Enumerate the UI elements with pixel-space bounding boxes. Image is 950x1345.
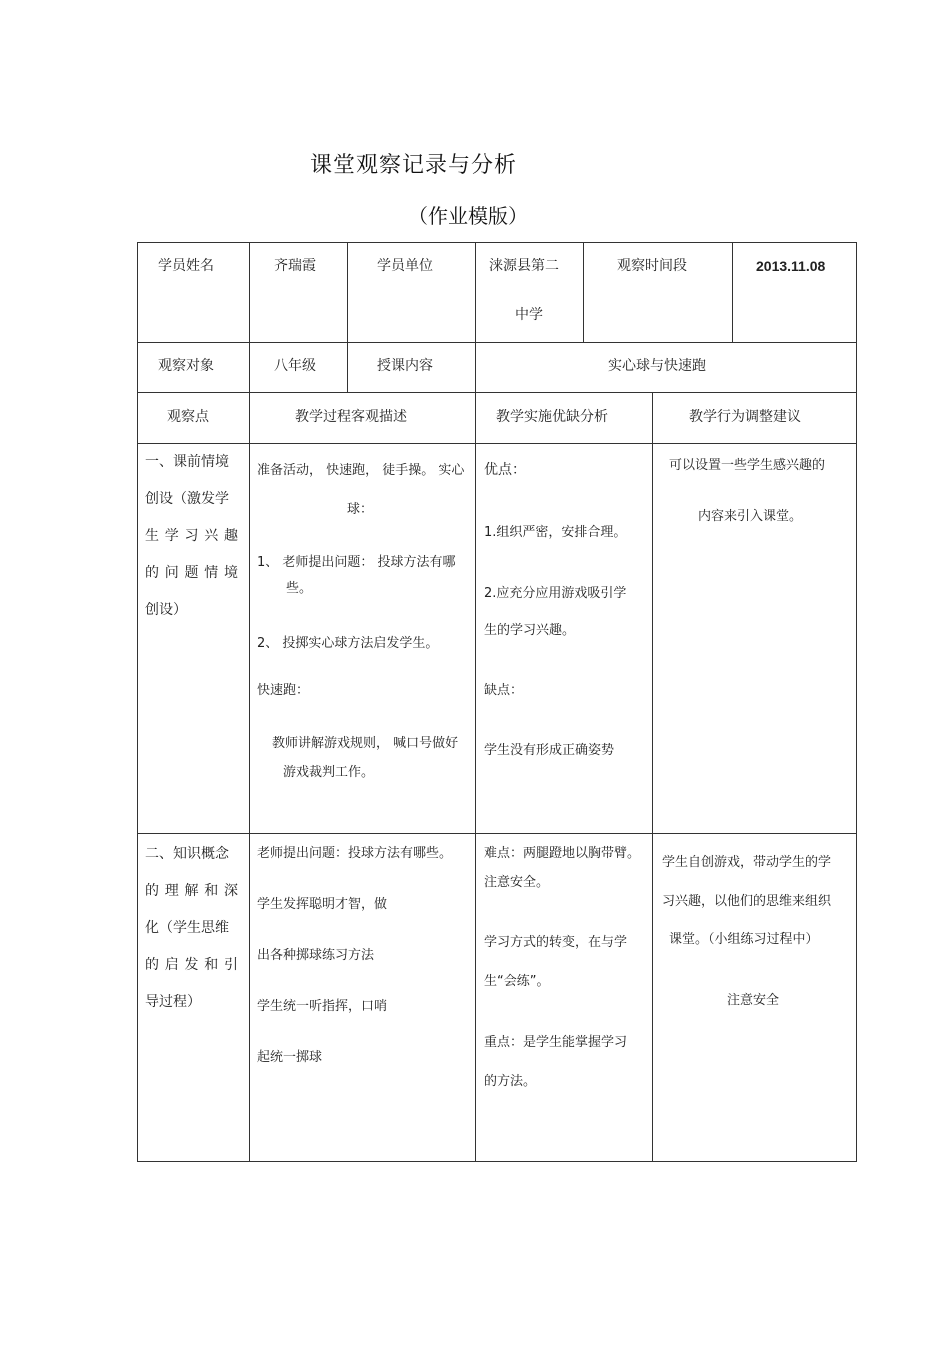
description-1-line: 游戏裁判工作。 <box>283 765 375 780</box>
unit-value-line2: 中学 <box>515 307 543 323</box>
suggestion-1-line: 内容来引入课堂。 <box>698 509 803 524</box>
suggestion-1-line: 可以设置一些学生感兴趣的 <box>669 458 826 473</box>
description-1-line: 教师讲解游戏规则， 喊口号做好 <box>272 736 459 751</box>
document-subtitle: （作业模版） <box>408 204 528 228</box>
header-suggestion: 教学行为调整建议 <box>689 409 801 425</box>
header-analysis: 教学实施优缺分析 <box>496 409 608 425</box>
table-col-rule <box>652 392 653 1162</box>
analysis-1-line: 2.应充分应用游戏吸引学 <box>484 586 627 601</box>
analysis-2-line: 注意安全。 <box>484 875 550 890</box>
analysis-2-line: 生“会练”。 <box>484 974 550 989</box>
analysis-2-line: 学习方式的转变，在与学 <box>484 935 628 950</box>
point-2-line: 化（学生思维 <box>145 920 229 936</box>
suggestion-2-line: 注意安全 <box>727 993 780 1008</box>
content-value: 实心球与快速跑 <box>608 358 706 374</box>
student-name-value: 齐瑞霞 <box>274 258 316 274</box>
description-2-line: 老师提出问题：投球方法有哪些。 <box>257 846 453 861</box>
content-label: 授课内容 <box>377 358 433 374</box>
table-rule <box>137 342 857 343</box>
description-1-line: 些。 <box>286 581 313 596</box>
analysis-2-line: 重点：是学生能掌握学习 <box>484 1035 628 1050</box>
analysis-1-line: 1.组织严密，安排合理。 <box>484 525 627 540</box>
object-label: 观察对象 <box>158 358 214 374</box>
analysis-1-line: 生的学习兴趣。 <box>484 623 576 638</box>
description-1-line: 1、 老师提出问题： 投球方法有哪 <box>257 555 456 570</box>
table-col-rule <box>475 242 476 1162</box>
table-border-bottom <box>137 1161 857 1162</box>
table-col-rule <box>249 242 250 1162</box>
point-1-line: 一、课前情境 <box>145 454 229 470</box>
point-1-line: 创设（激发学 <box>145 491 229 507</box>
table-border-top <box>137 242 857 243</box>
description-1-line: 快速跑： <box>257 683 310 698</box>
table-col-rule <box>347 242 348 393</box>
point-1-line: 生学习兴趣 <box>145 528 238 544</box>
table-col-rule <box>583 242 584 343</box>
suggestion-2-line: 习兴趣，以他们的思维来组织 <box>662 894 832 909</box>
student-name-label: 学员姓名 <box>158 258 214 274</box>
description-1-line: 准备活动， 快速跑， 徒手操。 实心 <box>257 463 465 478</box>
table-rule <box>137 833 857 834</box>
table-col-rule <box>732 242 733 343</box>
point-1-line: 创设） <box>145 602 187 618</box>
unit-label: 学员单位 <box>377 258 433 274</box>
header-observation-point: 观察点 <box>167 409 209 425</box>
point-2-line: 导过程） <box>145 994 201 1010</box>
description-2-line: 起统一掷球 <box>257 1050 323 1065</box>
time-value: 2013.11.08 <box>756 258 826 274</box>
table-rule <box>137 443 857 444</box>
analysis-2-line: 难点：两腿蹬地以胸带臂。 <box>484 846 641 861</box>
time-label: 观察时间段 <box>617 258 687 274</box>
description-1-line: 球： <box>347 502 374 517</box>
unit-value-line1: 涞源县第二 <box>489 258 559 274</box>
point-2-line: 二、知识概念 <box>145 846 229 862</box>
suggestion-2-line: 学生自创游戏，带动学生的学 <box>662 855 832 870</box>
description-2-line: 出各种掷球练习方法 <box>257 948 375 963</box>
document-title: 课堂观察记录与分析 <box>310 153 518 178</box>
table-rule <box>137 392 857 393</box>
analysis-1-line: 缺点： <box>484 683 524 698</box>
suggestion-2-line: 课堂。（小组练习过程中） <box>669 932 819 947</box>
point-2-line: 的启发和引 <box>145 957 238 973</box>
table-border-left <box>137 242 138 1162</box>
analysis-2-line: 的方法。 <box>484 1074 537 1089</box>
table-border-right <box>856 242 857 1162</box>
header-description: 教学过程客观描述 <box>295 409 407 425</box>
description-2-line: 学生统一听指挥，口哨 <box>257 999 388 1014</box>
description-2-line: 学生发挥聪明才智，做 <box>257 897 388 912</box>
object-value: 八年级 <box>274 358 316 374</box>
point-2-line: 的理解和深 <box>145 883 238 899</box>
point-1-line: 的问题情境 <box>145 565 238 581</box>
description-1-line: 2、 投掷实心球方法启发学生。 <box>257 636 439 651</box>
analysis-1-line: 优点： <box>484 462 526 478</box>
analysis-1-line: 学生没有形成正确姿势 <box>484 743 615 758</box>
